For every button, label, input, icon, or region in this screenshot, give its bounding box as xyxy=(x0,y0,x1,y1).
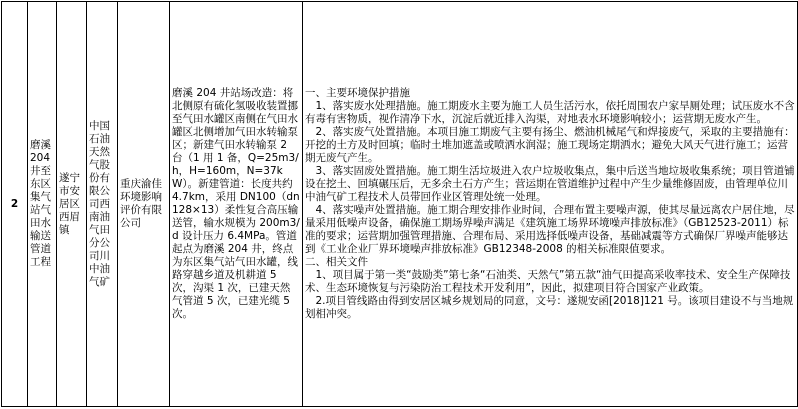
document-item-1: 1、项目属于第一类“鼓励类”第七条“石油类、天然气”第五款“油气田提高采收率技术、安全生产保障技术、生态环境恢复与污染防治工程技术开发利用”，因此，拟建项目符合国家产业政策。 xyxy=(305,269,791,294)
builder-cell: 中国石油天然气股份有限公司西南油气田分公司川中油气矿 xyxy=(87,2,118,407)
measure-item-3: 3、落实固废处置措施。施工期生活垃圾进入农户垃圾收集点，集中后送当地垃圾收集系统；项目管道铺设在挖土、回填碾压后，无多余土石方产生；营运期在管道维护过程中产生少量维修固废，由管理单位川中油气矿工程技术人员带回作业区管理处统一处理。 xyxy=(305,165,795,203)
table-row xyxy=(2,2,798,407)
measures-heading-2: 二、相关文件 xyxy=(305,256,368,268)
measure-item-2: 2、落实废气处置措施。本项目施工期废气主要有扬尘、燃油机械尾气和焊接废气，采取的主要措施有：开挖的土方及时回填；临时土堆加遮盖或喷洒水润湿；施工现场定期洒水；避免大风天气进行施工；运营期无废气产生。 xyxy=(305,126,795,164)
measures-heading-1: 一、主要环境保护措施 xyxy=(305,87,410,99)
eia-unit-cell: 重庆渝佳环境影响评价有限公司 xyxy=(118,2,170,407)
document-item-2: 2.项目管线路由得到安居区城乡规划局的同意，文号：遂规安函[2018]121 号。该项目建设不与当地规划相冲突。 xyxy=(305,295,794,320)
project-name-cell: 磨溪204井至东区集气站气田水输送管道工程 xyxy=(28,2,57,407)
measure-item-1: 1、落实废水处理措施。施工期废水主要为施工人员生活污水，依托周围农户家旱厕处理；试压废水不含有毒有害物质，视作清净下水，沉淀后就近排入沟渠，对地表水环境影响较小；运营期无废水产生。 xyxy=(305,100,795,125)
row-number: 2 xyxy=(2,2,28,407)
approval-table xyxy=(1,1,798,407)
measure-item-4: 4、落实噪声处置措施。施工期合理安排作业时间，合理布置主要噪声源，使其尽量远离农户居住地，尽量采用低噪声设备，确保施工期场界噪声满足《建筑施工场界环境噪声排放标准》（GB12523-2011）标准的要求；运营期加强管理措施、合理布局、采用选择低噪声设备，基础减震等方式确保厂界噪声能够达到《工业企业厂界环境噪声排放标准》GB12348-2008 的相关标准限值要求。 xyxy=(305,204,795,255)
location-cell: 遂宁市安居区西眉镇 xyxy=(57,2,87,407)
construction-content-cell: 磨溪 204 井站场改造：将北侧原有硫化氢吸收装置挪至气田水罐区南侧在气田水罐区北侧增加气田水转输泵区；新建气田水转输泵 2 台（1 用 1 备，Q=25m3/h，H=160m，N=37kW）。新建管道：长度共约 4.7km，采用 DN100（dn128×13）柔性复合高压输送管，输水规模为 200m3/d 设计压力 6.4MPa。管道起点为磨溪 204 井，终点为东区集气站气田水罐，线路穿越乡道及机耕道 5 次，沟渠 1 次，已建天然气管道 5 次，已建光缆 5 次。 xyxy=(170,2,303,407)
measures-cell xyxy=(303,2,798,407)
